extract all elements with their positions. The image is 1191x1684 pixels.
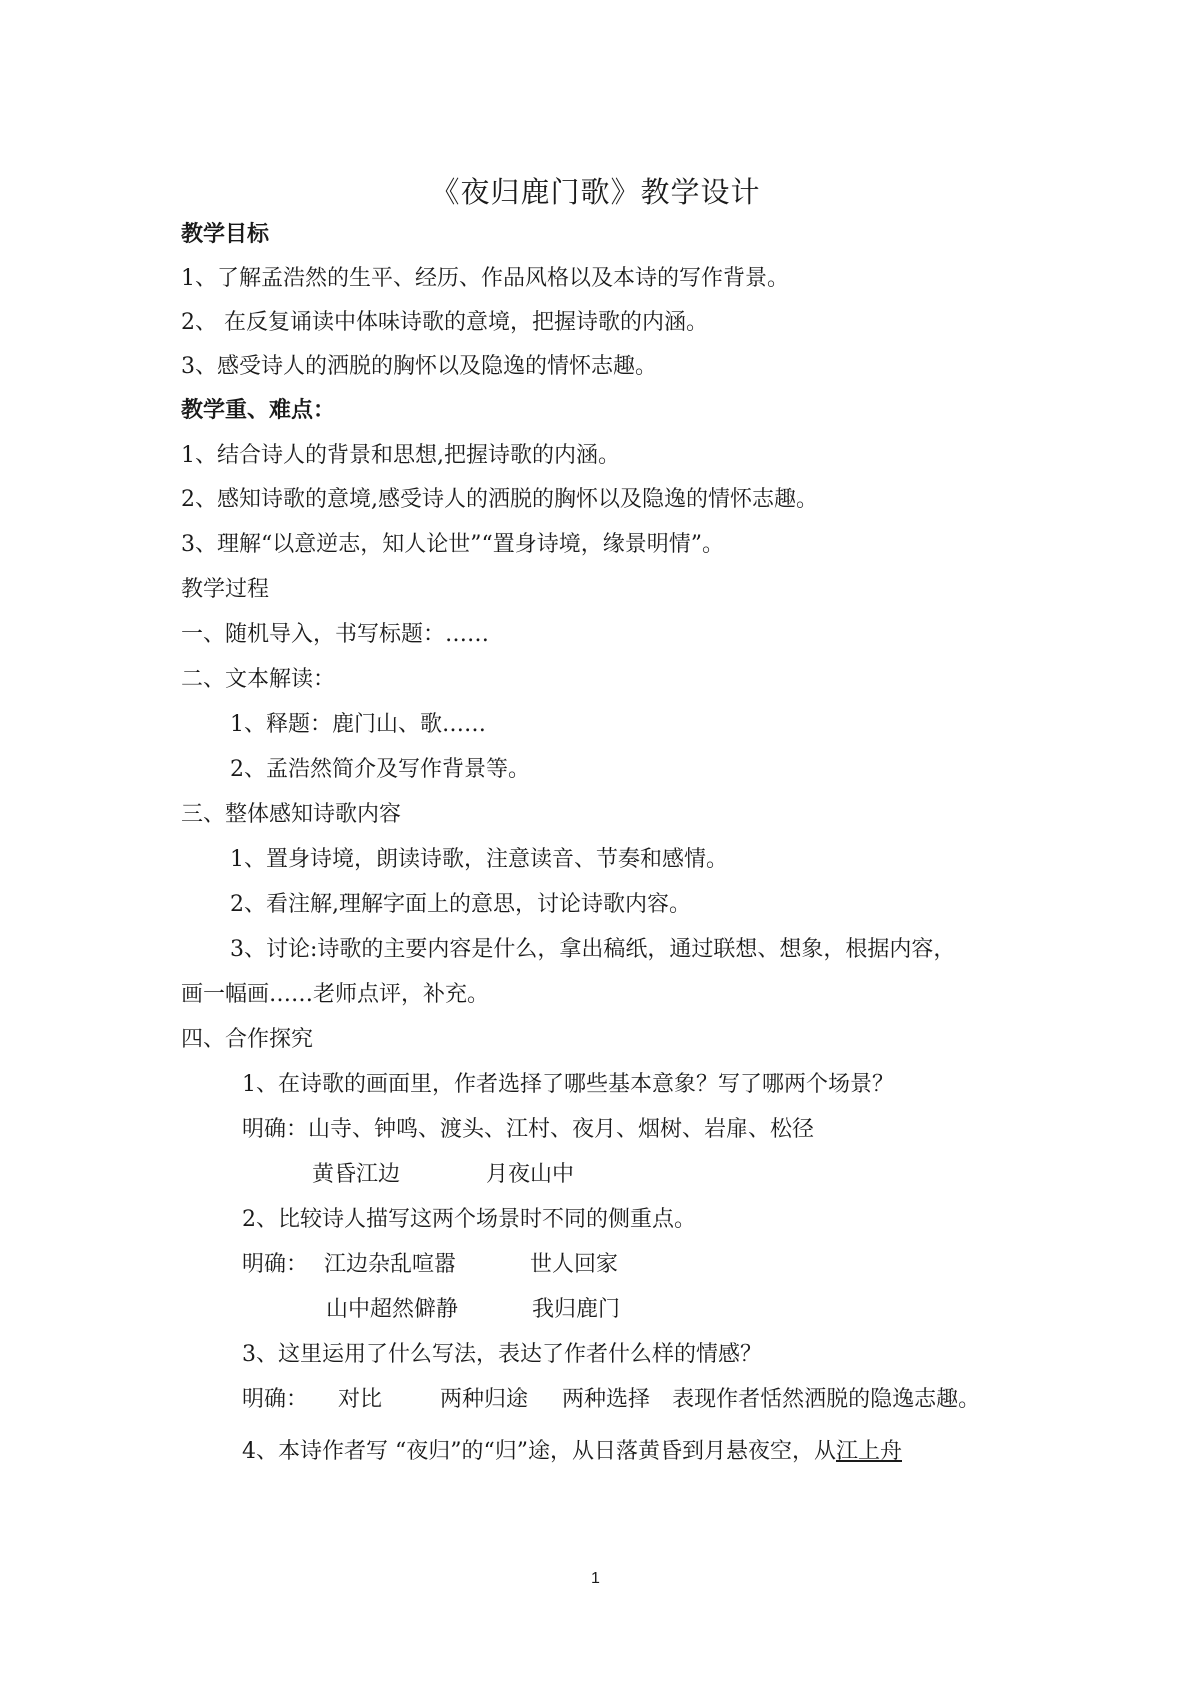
- section-1: 一、随机导入，书写标题：……: [181, 622, 490, 647]
- section-4: 四、合作探究: [181, 1027, 314, 1052]
- scene-text: 黄昏江边: [312, 1162, 401, 1187]
- page-number: 1: [591, 1570, 600, 1587]
- key-point-item: 1、结合诗人的背景和思想,把握诗歌的内涵。: [181, 443, 620, 468]
- answer-text: 表现作者恬然洒脱的隐逸志趣。: [672, 1387, 981, 1412]
- section-3-item: 3、讨论:诗歌的主要内容是什么，拿出稿纸，通过联想、想象，根据内容，: [230, 937, 956, 962]
- objective-item: 2、 在反复诵读中体味诗歌的意境，把握诗歌的内涵。: [181, 310, 708, 335]
- section-3: 三、整体感知诗歌内容: [181, 802, 402, 827]
- key-points-heading: 教学重、难点：: [181, 398, 336, 423]
- answer-text: 对比: [338, 1387, 383, 1412]
- answer-text: 世人回家: [530, 1252, 619, 1277]
- question-2: 2、比较诗人描写这两个场景时不同的侧重点。: [242, 1207, 696, 1232]
- answer-text: 江边杂乱喧嚣: [324, 1252, 457, 1277]
- section-2: 二、文本解读：: [181, 667, 336, 692]
- answer-1: [242, 1115, 814, 1145]
- process-heading: 教学过程: [181, 577, 270, 602]
- answer-text: 山中超然僻静: [326, 1297, 459, 1322]
- section-3-item: 2、看注解,理解字面上的意思，讨论诗歌内容。: [230, 892, 691, 917]
- question-3: 3、这里运用了什么写法，表达了作者什么样的情感？: [242, 1342, 762, 1367]
- key-point-item: 3、理解“以意逆志，知人论世”“置身诗境，缘景明情”。: [181, 532, 724, 557]
- answer-2-row: [326, 1295, 620, 1325]
- question-4: [242, 1437, 902, 1467]
- answer-label: 明确：: [242, 1252, 309, 1277]
- scene-text: 月夜山中: [486, 1162, 575, 1187]
- key-point-item: 2、感知诗歌的意境,感受诗人的洒脱的胸怀以及隐逸的情怀志趣。: [181, 487, 818, 512]
- answer-1-scenes: [312, 1160, 574, 1190]
- section-2-item: 1、释题：鹿门山、歌……: [230, 712, 486, 737]
- answer-3: [242, 1385, 980, 1415]
- answer-label: 明确：: [242, 1387, 309, 1412]
- answer-text: 两种归途: [440, 1387, 529, 1412]
- answer-2-row: [242, 1250, 618, 1280]
- question-1: 1、在诗歌的画面里，作者选择了哪些基本意象？写了哪两个场景？: [242, 1072, 894, 1097]
- section-3-continuation: 画一幅画……老师点评，补充。: [181, 982, 490, 1007]
- underlined-text: 江上舟: [835, 1439, 902, 1464]
- answer-text: 我归鹿门: [532, 1297, 621, 1322]
- answer-label: 明确：: [242, 1117, 309, 1142]
- section-3-item: 1、置身诗境，朗读诗歌，注意读音、节奏和感情。: [230, 847, 728, 872]
- objectives-heading: 教学目标: [181, 222, 270, 247]
- answer-text: 山寺、钟鸣、渡头、江村、夜月、烟树、岩扉、松径: [308, 1117, 815, 1142]
- answer-text: 两种选择: [562, 1387, 651, 1412]
- document-title: 《夜归鹿门歌》教学设计: [430, 175, 761, 209]
- question-text: 4、本诗作者写 “夜归”的“归”途，从日落黄昏到月悬夜空，从: [242, 1439, 836, 1464]
- objective-item: 1、了解孟浩然的生平、经历、作品风格以及本诗的写作背景。: [181, 266, 789, 291]
- section-2-item: 2、孟浩然简介及写作背景等。: [230, 757, 530, 782]
- objective-item: 3、感受诗人的洒脱的胸怀以及隐逸的情怀志趣。: [181, 354, 657, 379]
